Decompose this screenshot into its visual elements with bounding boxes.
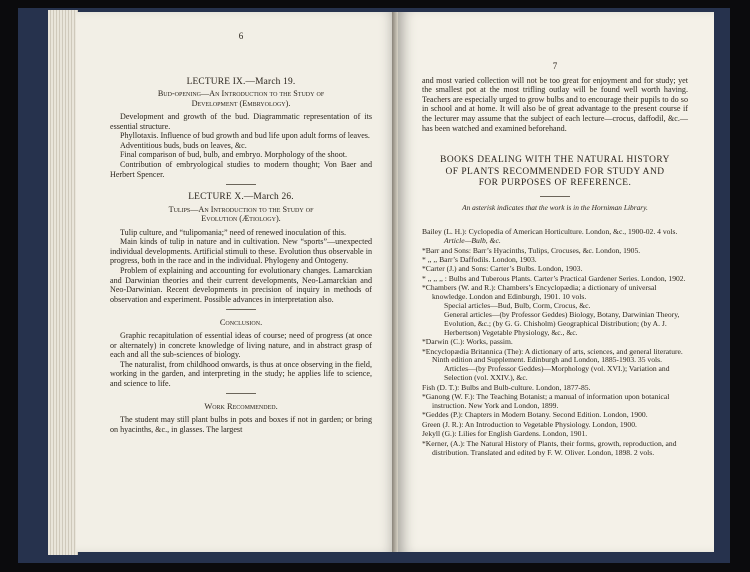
- entry-text: *Kerner, (A.): The Natural History of Plants, their forms, growth, reproduction, and distribution. Translated and edited by F. W. Oliver. London, 1898. 2 vols.: [422, 438, 677, 457]
- lecture-ix-subtitle: [110, 89, 372, 108]
- lecture-ix-subtitle-line1: Bud-opening—An Introduction to the Study of: [157, 89, 325, 99]
- books-title-line1: BOOKS DEALING WITH THE NATURAL HISTORY: [440, 155, 670, 166]
- divider: [226, 184, 256, 185]
- page-number-left: 6: [238, 31, 244, 41]
- bibliography-entry: [422, 430, 688, 439]
- entry-subline: Articles—(by Professor Geddes)—Morphology (vol. XVI.); Variation and Selection (vol. XXIV.), &c.: [444, 364, 670, 383]
- entry-subline: General articles—(by Professor Geddes) Biology, Botany, Darwinian Theory, Evolution, &c.; (by G. G. Chisholm) Geographical Distribution; (by A. J. Herbertson) Vegetable Physiology, &c., &c.: [444, 309, 680, 337]
- bibliography-entry: [422, 284, 688, 337]
- books-title-line2: OF PLANTS RECOMMENDED FOR STUDY AND: [445, 166, 665, 177]
- bibliography-list: [422, 228, 688, 457]
- lecture-ix-paragraph: Development and growth of the bud. Diagrammatic representation of its essential structure.: [110, 112, 372, 131]
- divider: [540, 196, 570, 197]
- left-page: [76, 12, 396, 552]
- left-page-content: [110, 12, 372, 434]
- entry-text: *Chambers (W. and R.): Chambers’s Encyclopædia; a dictionary of universal knowledge. London and Edinburgh, 1901. 10 vols.: [422, 283, 657, 302]
- lecture-x-title: LECTURE X.—March 26.: [188, 192, 294, 203]
- entry-text: Fish (D. T.): Bulbs and Bulb-culture. London, 1877-85.: [422, 382, 591, 392]
- entry-text: * ,, ,, ,, : Bulbs and Tuberous Plants. Carter’s Practical Gardener Series. London, 1902.: [422, 273, 686, 283]
- work-recommended-paragraph: The student may still plant bulbs in pots and boxes if not in garden; or bring on hyacinths, &c., in glasses. The largest: [110, 415, 372, 434]
- conclusion-paragraph: The naturalist, from childhood onwards, is thus at once observing in the field, working in the garden, and interpreting in the study; he applies life to science, and science to life.: [110, 359, 372, 388]
- lecture-ix-paragraph: Adventitious buds, buds on leaves, &c.: [120, 140, 247, 150]
- right-page: [398, 12, 714, 552]
- lecture-ix-subtitle-line2: Development (Embryology).: [191, 98, 291, 108]
- lecture-ix-paragraph: Phyllotaxis. Influence of bud growth and bud life upon adult forms of leaves.: [120, 131, 370, 141]
- entry-text: *Carter (J.) and Sons: Carter’s Bulbs. London, 1903.: [422, 264, 583, 274]
- entry-text: Bailey (L. H.): Cyclopedia of American Horticulture. London, &c., 1900-02. 4 vols.: [422, 227, 678, 237]
- entry-text: *Barr and Sons: Barr’s Hyacinths, Tulips, Crocuses, &c. London, 1905.: [422, 245, 641, 255]
- bibliography-entry: [422, 440, 688, 458]
- books-title-line3: FOR PURPOSES OF REFERENCE.: [478, 178, 632, 189]
- entry-text: *Encyclopædia Britannica (The): A dictionary of arts, sciences, and general literature. Ninth edition and Supplement. Edinburgh and London, 1885-1903. 35 vols.: [422, 346, 683, 365]
- conclusion-heading: Conclusion.: [219, 318, 263, 328]
- lecture-ix-paragraph: Contribution of embryological studies to modern thought; Von Baer and Herbert Spencer.: [110, 159, 372, 179]
- bibliography-entry: [422, 265, 688, 274]
- entry-text: Green (J. R.): An Introduction to Vegetable Physiology. London, 1900.: [422, 419, 637, 429]
- bibliography-entry: [422, 411, 688, 420]
- asterisk-note: An asterisk indicates that the work is in the Horniman Library.: [462, 202, 648, 212]
- conclusion-paragraph: Graphic recapitulation of essential ideas of course; need of progress (at once or alternately) in concrete knowledge of living nature, and in abstract grasp of each and all the sub-sciences of biology.: [110, 330, 372, 360]
- bibliography-entry: [422, 348, 688, 384]
- bibliography-entry: [422, 393, 688, 411]
- work-recommended-heading: Work Recommended.: [204, 402, 278, 412]
- lecture-ix-title: LECTURE IX.—March 19.: [186, 76, 296, 87]
- divider: [226, 309, 256, 310]
- entry-text: *Ganong (W. F.): The Teaching Botanist; a manual of information upon botanical instruction. New York and London, 1899.: [422, 392, 670, 410]
- bibliography-entry: [422, 338, 688, 347]
- continuation-paragraph: and most varied collection will not be too great for enjoyment and for study; yet the smallest pot at the most trifling outlay will be found well worth having. Teachers are especially urged to grow bulbs and to encourage their pupils to do so in school and at home. It will also be of great advantage to the present course if the lecturer may assume that the subject of each lecture—crocus, daffodil, &c.—has been watched and examined beforehand.: [422, 75, 688, 133]
- page-stack-edge: [48, 10, 78, 555]
- entry-text: Jekyll (G.): Lilies for English Gardens. London, 1901.: [422, 429, 588, 439]
- lecture-x-paragraph: Main kinds of tulip in nature and in cultivation. New “sports”—unexpected individual developments. Artificial stimuli to these. Evolution thus observable in progress, both in the race and in the individual. Phylogeny and Ontogeny.: [110, 237, 372, 266]
- entry-text: *Darwin (C.): Works, passim.: [422, 337, 513, 347]
- lecture-x-subtitle: [110, 205, 372, 224]
- lecture-x-paragraph: Tulip culture, and “tulipomania;” need of renewed inoculation of this.: [120, 227, 347, 237]
- entry-subline: Article—Bulb, &c.: [444, 236, 501, 246]
- lecture-x-subtitle-line1: Tulips—An Introduction to the Study of: [168, 204, 314, 214]
- lecture-ix-paragraph: Final comparison of bud, bulb, and embryo. Morphology of the shoot.: [120, 150, 348, 160]
- bibliography-entry: [422, 228, 688, 246]
- entry-subline: Special articles—Bud, Bulb, Corm, Crocus, &c.: [444, 301, 591, 310]
- right-page-content: [422, 12, 688, 458]
- lecture-x-paragraph: Problem of explaining and accounting for evolutionary changes. Lamarckian and Darwinian theories and their current developments, Neo-Lamarckian and Neo-Darwinian. Recent developments in precision of inquiry in methods of observation and experiment. Possible advances in interpretation also.: [110, 265, 372, 304]
- entry-text: * ,, ,, Barr’s Daffodils. London, 1903.: [422, 254, 537, 264]
- page-number-right: 7: [552, 61, 558, 71]
- lecture-x-subtitle-line2: Evolution (Ætiology).: [201, 214, 281, 224]
- books-section-title: [422, 155, 688, 190]
- entry-text: *Geddes (P.): Chapters in Modern Botany. Second Edition. London, 1900.: [422, 410, 648, 420]
- divider: [226, 393, 256, 394]
